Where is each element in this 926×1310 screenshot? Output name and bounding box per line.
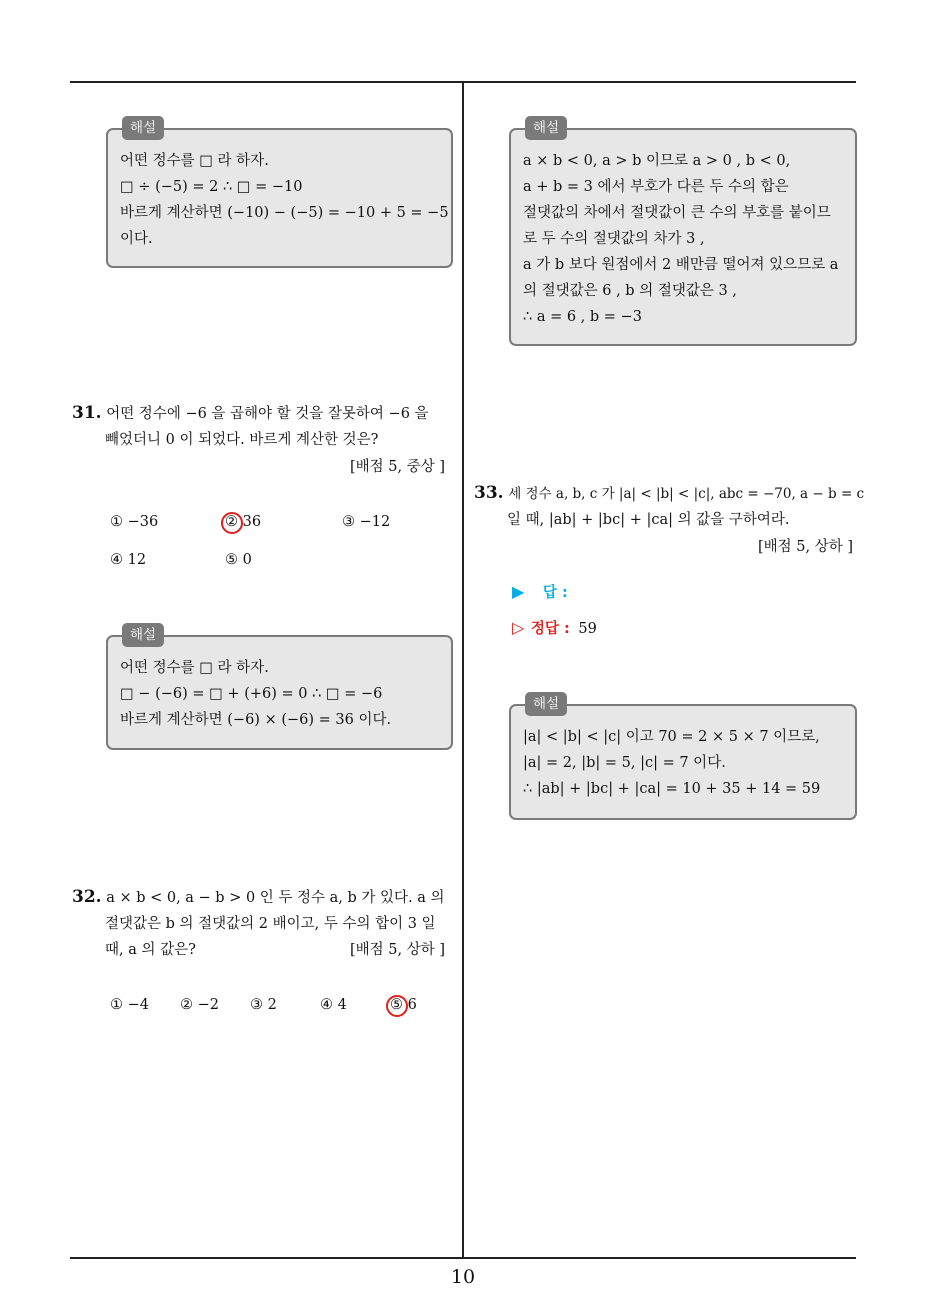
explanation-line: 바르게 계산하면 (−6) × (−6) = 36 이다. [120,712,392,728]
correct-answer-row [512,617,597,638]
column-divider [462,83,464,1258]
option-5[interactable]: ⑤ 6 [390,997,417,1013]
option-2[interactable]: ② −2 [180,997,219,1013]
explanation-line: □ ÷ (−5) = 2 ∴ □ = −10 [120,179,303,195]
question-number: 33. [474,483,504,503]
question-meta: [배점 5, 상하 ] [758,539,854,555]
explanation-line: 이다. [120,231,153,247]
answer-label: 답 : [542,585,568,601]
explanation-line: |a| < |b| < |c| 이고 70 = 2 × 5 × 7 이므로, [523,729,820,745]
explanation-tag: 해설 [525,116,567,140]
question-33 [474,480,864,533]
explanation-line: 의 절댓값은 6 , b 의 절댓값은 3 , [523,283,737,299]
explanation-line: 로 두 수의 절댓값의 차가 3 , [523,231,705,247]
option-4[interactable]: ④ 4 [320,997,347,1013]
outline-play-icon: ▷ [512,618,525,637]
question-text: 빼었더니 0 이 되었다. 바르게 계산한 것은? [105,432,379,448]
option-4[interactable]: ④ 12 [110,552,147,568]
explanation-line: 어떤 정수를 □ 라 하자. [120,660,269,676]
question-text: 세 정수 a, b, c 가 |a| < |b| < |c|, abc = −70, a − b = c [508,486,865,502]
explanation-line: a × b < 0, a > b 이므로 a > 0 , b < 0, [523,153,791,169]
option-2[interactable]: ② 36 [225,514,262,530]
explanation-box-prev [106,120,453,268]
explanation-line: a 가 b 보다 원점에서 2 배만큼 떨어져 있으므로 a [523,257,839,273]
explanation-line: 바르게 계산하면 (−10) − (−5) = −10 + 5 = −5 [120,205,449,221]
explanation-box-33 [509,696,857,820]
question-text: 절댓값은 b 의 절댓값의 2 배이고, 두 수의 합이 3 일 [105,916,436,932]
question-31 [72,400,462,453]
question-number: 32. [72,887,102,907]
explanation-line: ∴ a = 6 , b = −3 [523,309,642,325]
explanation-line: |a| = 2, |b| = 5, |c| = 7 이다. [523,755,726,771]
correct-answer-value: 59 [578,621,597,637]
option-3[interactable]: ③ −12 [342,514,391,530]
explanation-box-32 [509,120,857,346]
question-meta: [배점 5, 중상 ] [350,459,446,475]
question-text: 일 때, |ab| + |bc| + |ca| 의 값을 구하여라. [507,512,790,528]
question-text: 때, a 의 값은? [105,942,196,958]
question-text: a × b < 0, a − b > 0 인 두 정수 a, b 가 있다. a 의 [106,890,445,906]
correct-answer-circle [386,995,408,1017]
page-number: 10 [450,1266,476,1288]
explanation-line: a + b = 3 에서 부호가 다른 두 수의 합은 [523,179,789,195]
explanation-line: □ − (−6) = □ + (+6) = 0 ∴ □ = −6 [120,686,383,702]
explanation-line: 어떤 정수를 □ 라 하자. [120,153,269,169]
question-text: 어떤 정수에 −6 을 곱해야 할 것을 잘못하여 −6 을 [106,406,429,422]
explanation-tag: 해설 [525,692,567,716]
answer-row [512,581,568,602]
option-1[interactable]: ① −36 [110,514,159,530]
correct-answer-circle [221,512,243,534]
option-5[interactable]: ⑤ 0 [225,552,252,568]
play-icon: ▶ [512,582,525,601]
option-3[interactable]: ③ 2 [250,997,277,1013]
question-meta: [배점 5, 상하 ] [350,942,446,958]
explanation-tag: 해설 [122,116,164,140]
question-number: 31. [72,403,102,423]
bottom-rule [70,1257,856,1259]
explanation-tag: 해설 [122,623,164,647]
explanation-line: 절댓값의 차에서 절댓값이 큰 수의 부호를 붙이므 [523,205,831,221]
explanation-box-31 [106,627,453,750]
option-1[interactable]: ① −4 [110,997,149,1013]
correct-answer-label: 정답 : [530,621,570,637]
explanation-line: ∴ |ab| + |bc| + |ca| = 10 + 35 + 14 = 59 [523,781,821,797]
